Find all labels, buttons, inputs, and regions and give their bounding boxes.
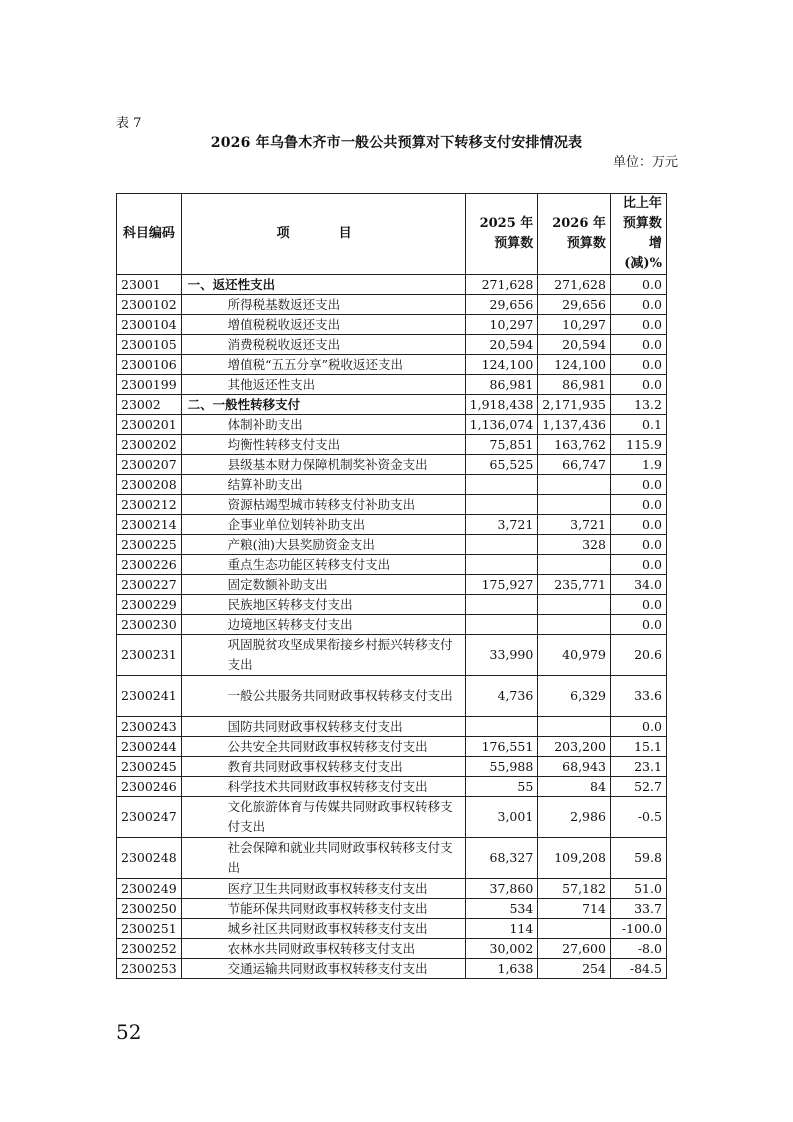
row-2026-cell: 29,656 [538,295,611,315]
row-name-cell: 均衡性转移支付支出 [181,435,465,455]
row-code-cell: 2300230 [117,615,182,635]
table-row [117,899,667,919]
row-2025-cell: 65,525 [465,455,538,475]
row-code-cell: 2300212 [117,495,182,515]
row-change-cell: 0.0 [610,315,666,335]
table-row [117,335,667,355]
row-code-cell: 2300105 [117,335,182,355]
row-2026-cell [538,475,611,495]
row-name-cell: 教育共同财政事权转移支付支出 [181,757,465,777]
row-2026-cell: 203,200 [538,737,611,757]
row-code-cell: 2300243 [117,717,182,737]
row-code-cell: 2300102 [117,295,182,315]
table-row [117,535,667,555]
table-row [117,275,667,295]
row-change-cell: 115.9 [610,435,666,455]
row-change-cell: 59.8 [610,838,666,879]
row-name-cell: 民族地区转移支付支出 [181,595,465,615]
row-change-cell: 0.0 [610,535,666,555]
row-change-cell: 0.0 [610,717,666,737]
row-change-cell: 13.2 [610,395,666,415]
row-2025-cell [465,535,538,555]
row-change-cell: -0.5 [610,797,666,838]
row-2026-cell: 163,762 [538,435,611,455]
row-change-cell: 0.0 [610,515,666,535]
row-change-cell: 20.6 [610,635,666,676]
row-change-cell: 52.7 [610,777,666,797]
row-change-cell: 33.6 [610,676,666,717]
row-name-cell: 科学技术共同财政事权转移支付支出 [181,777,465,797]
row-name-cell: 县级基本财力保障机制奖补资金支出 [181,455,465,475]
row-change-cell: 33.7 [610,899,666,919]
row-change-cell: 0.0 [610,555,666,575]
row-name-cell: 医疗卫生共同财政事权转移支付支出 [181,879,465,899]
row-code-cell: 2300250 [117,899,182,919]
row-code-cell: 2300106 [117,355,182,375]
row-2026-cell: 6,329 [538,676,611,717]
row-change-cell: 51.0 [610,879,666,899]
row-change-cell: 0.0 [610,615,666,635]
table-row [117,615,667,635]
table-row [117,959,667,979]
row-change-cell: 34.0 [610,575,666,595]
row-code-cell: 2300227 [117,575,182,595]
row-2025-cell: 29,656 [465,295,538,315]
row-code-cell: 2300251 [117,919,182,939]
row-change-cell: 0.0 [610,495,666,515]
row-name-cell: 边境地区转移支付支出 [181,615,465,635]
row-code-cell: 2300245 [117,757,182,777]
table-row [117,777,667,797]
row-2025-cell: 33,990 [465,635,538,676]
row-2025-cell: 271,628 [465,275,538,295]
row-name-cell: 社会保障和就业共同财政事权转移支付支出 [181,838,465,879]
row-2025-cell: 4,736 [465,676,538,717]
table-body [117,275,667,979]
table-row [117,717,667,737]
unit-label: 单位：万元 [612,155,678,170]
row-change-cell: 0.1 [610,415,666,435]
row-2026-cell: 235,771 [538,575,611,595]
row-name-cell: 消费税税收返还支出 [181,335,465,355]
row-2026-cell: 714 [538,899,611,919]
row-change-cell: 0.0 [610,595,666,615]
table-row [117,797,667,838]
row-name-cell: 资源枯竭型城市转移支付补助支出 [181,495,465,515]
row-2026-cell: 10,297 [538,315,611,335]
row-2025-cell: 75,851 [465,435,538,455]
row-2026-cell: 254 [538,959,611,979]
row-name-cell: 所得税基数返还支出 [181,295,465,315]
table-row [117,939,667,959]
row-code-cell: 2300244 [117,737,182,757]
row-2025-cell [465,555,538,575]
row-2026-cell: 84 [538,777,611,797]
row-2025-cell: 68,327 [465,838,538,879]
row-2026-cell [538,919,611,939]
row-2026-cell: 1,137,436 [538,415,611,435]
row-name-cell: 公共安全共同财政事权转移支付支出 [181,737,465,757]
table-header-row [117,194,667,275]
table-row [117,737,667,757]
table-row [117,919,667,939]
row-name-cell: 结算补助支出 [181,475,465,495]
row-2025-cell: 1,136,074 [465,415,538,435]
table-row [117,879,667,899]
row-code-cell: 2300241 [117,676,182,717]
row-code-cell: 2300199 [117,375,182,395]
table-row [117,475,667,495]
row-code-cell: 2300226 [117,555,182,575]
row-2026-cell: 66,747 [538,455,611,475]
row-2026-cell: 86,981 [538,375,611,395]
row-name-cell: 重点生态功能区转移支付支出 [181,555,465,575]
row-name-cell: 文化旅游体育与传媒共同财政事权转移支付支出 [181,797,465,838]
row-2025-cell: 20,594 [465,335,538,355]
row-2026-cell: 2,171,935 [538,395,611,415]
row-2026-cell: 2,986 [538,797,611,838]
table-row [117,355,667,375]
row-name-cell: 交通运输共同财政事权转移支付支出 [181,959,465,979]
row-name-cell: 固定数额补助支出 [181,575,465,595]
row-code-cell: 2300253 [117,959,182,979]
row-2025-cell: 114 [465,919,538,939]
row-name-cell: 增值税税收返还支出 [181,315,465,335]
row-2026-cell [538,595,611,615]
row-2026-cell: 68,943 [538,757,611,777]
table-row [117,315,667,335]
row-name-cell: 巩固脱贫攻坚成果衔接乡村振兴转移支付支出 [181,635,465,676]
table-row [117,395,667,415]
row-2026-cell [538,615,611,635]
row-change-cell: 23.1 [610,757,666,777]
row-2025-cell [465,595,538,615]
row-change-cell: 0.0 [610,375,666,395]
row-2025-cell: 1,918,438 [465,395,538,415]
table-row [117,415,667,435]
row-2026-cell: 40,979 [538,635,611,676]
row-change-cell: -84.5 [610,959,666,979]
row-code-cell: 2300202 [117,435,182,455]
row-2025-cell: 1,638 [465,959,538,979]
row-change-cell: 0.0 [610,355,666,375]
row-2025-cell: 37,860 [465,879,538,899]
row-change-cell: 0.0 [610,295,666,315]
table-row [117,838,667,879]
row-code-cell: 2300231 [117,635,182,676]
row-code-cell: 2300214 [117,515,182,535]
row-2026-cell: 57,182 [538,879,611,899]
row-code-cell: 23002 [117,395,182,415]
row-name-cell: 节能环保共同财政事权转移支付支出 [181,899,465,919]
row-2026-cell: 124,100 [538,355,611,375]
row-2025-cell: 86,981 [465,375,538,395]
row-code-cell: 2300249 [117,879,182,899]
row-2025-cell: 176,551 [465,737,538,757]
row-2025-cell: 3,001 [465,797,538,838]
row-2025-cell [465,495,538,515]
row-name-cell: 农林水共同财政事权转移支付支出 [181,939,465,959]
row-2025-cell: 30,002 [465,939,538,959]
row-name-cell: 一般公共服务共同财政事权转移支付支出 [181,676,465,717]
table-row [117,435,667,455]
header-2026: 2026 年预算数 [538,194,611,275]
row-name-cell: 一、返还性支出 [181,275,465,295]
row-2026-cell: 20,594 [538,335,611,355]
header-2025: 2025 年预算数 [465,194,538,275]
row-2026-cell: 109,208 [538,838,611,879]
row-2026-cell: 328 [538,535,611,555]
row-2025-cell: 55,988 [465,757,538,777]
row-code-cell: 2300201 [117,415,182,435]
row-2025-cell: 10,297 [465,315,538,335]
table-row [117,375,667,395]
table-row [117,515,667,535]
row-name-cell: 城乡社区共同财政事权转移支付支出 [181,919,465,939]
row-change-cell: -8.0 [610,939,666,959]
row-2025-cell [465,717,538,737]
row-code-cell: 2300208 [117,475,182,495]
row-name-cell: 其他返还性支出 [181,375,465,395]
row-2025-cell [465,475,538,495]
table-row [117,757,667,777]
transfer-payment-table [116,193,667,979]
row-code-cell: 23001 [117,275,182,295]
row-2025-cell: 124,100 [465,355,538,375]
row-code-cell: 2300252 [117,939,182,959]
row-code-cell: 2300229 [117,595,182,615]
row-name-cell: 产粮(油)大县奖励资金支出 [181,535,465,555]
row-name-cell: 国防共同财政事权转移支付支出 [181,717,465,737]
row-change-cell: 0.0 [610,475,666,495]
row-change-cell: 0.0 [610,275,666,295]
row-code-cell: 2300248 [117,838,182,879]
row-2025-cell [465,615,538,635]
row-2025-cell: 534 [465,899,538,919]
row-2026-cell [538,717,611,737]
row-code-cell: 2300247 [117,797,182,838]
row-name-cell: 二、一般性转移支付 [181,395,465,415]
row-code-cell: 2300104 [117,315,182,335]
header-name: 项 目 [181,194,465,275]
table-row [117,676,667,717]
row-2026-cell [538,555,611,575]
table-tag: 表 7 [116,116,142,131]
row-name-cell: 企事业单位划转补助支出 [181,515,465,535]
row-2026-cell [538,495,611,515]
row-2025-cell: 3,721 [465,515,538,535]
table-row [117,635,667,676]
row-code-cell: 2300225 [117,535,182,555]
row-2026-cell: 271,628 [538,275,611,295]
row-2026-cell: 27,600 [538,939,611,959]
row-change-cell: 1.9 [610,455,666,475]
row-change-cell: -100.0 [610,919,666,939]
row-2025-cell: 55 [465,777,538,797]
table-row [117,575,667,595]
table-row [117,295,667,315]
table-row [117,595,667,615]
row-2025-cell: 175,927 [465,575,538,595]
row-change-cell: 0.0 [610,335,666,355]
row-code-cell: 2300207 [117,455,182,475]
row-code-cell: 2300246 [117,777,182,797]
table-row [117,555,667,575]
row-change-cell: 15.1 [610,737,666,757]
header-change: 比上年预算数增(减)% [610,194,666,275]
table-row [117,495,667,515]
row-name-cell: 体制补助支出 [181,415,465,435]
row-name-cell: 增值税“五五分享”税收返还支出 [181,355,465,375]
header-code: 科目编码 [117,194,182,275]
row-2026-cell: 3,721 [538,515,611,535]
table-row [117,455,667,475]
table-title: 2026 年乌鲁木齐市一般公共预算对下转移支付安排情况表 [210,135,583,151]
page-number: 52 [116,1020,142,1044]
